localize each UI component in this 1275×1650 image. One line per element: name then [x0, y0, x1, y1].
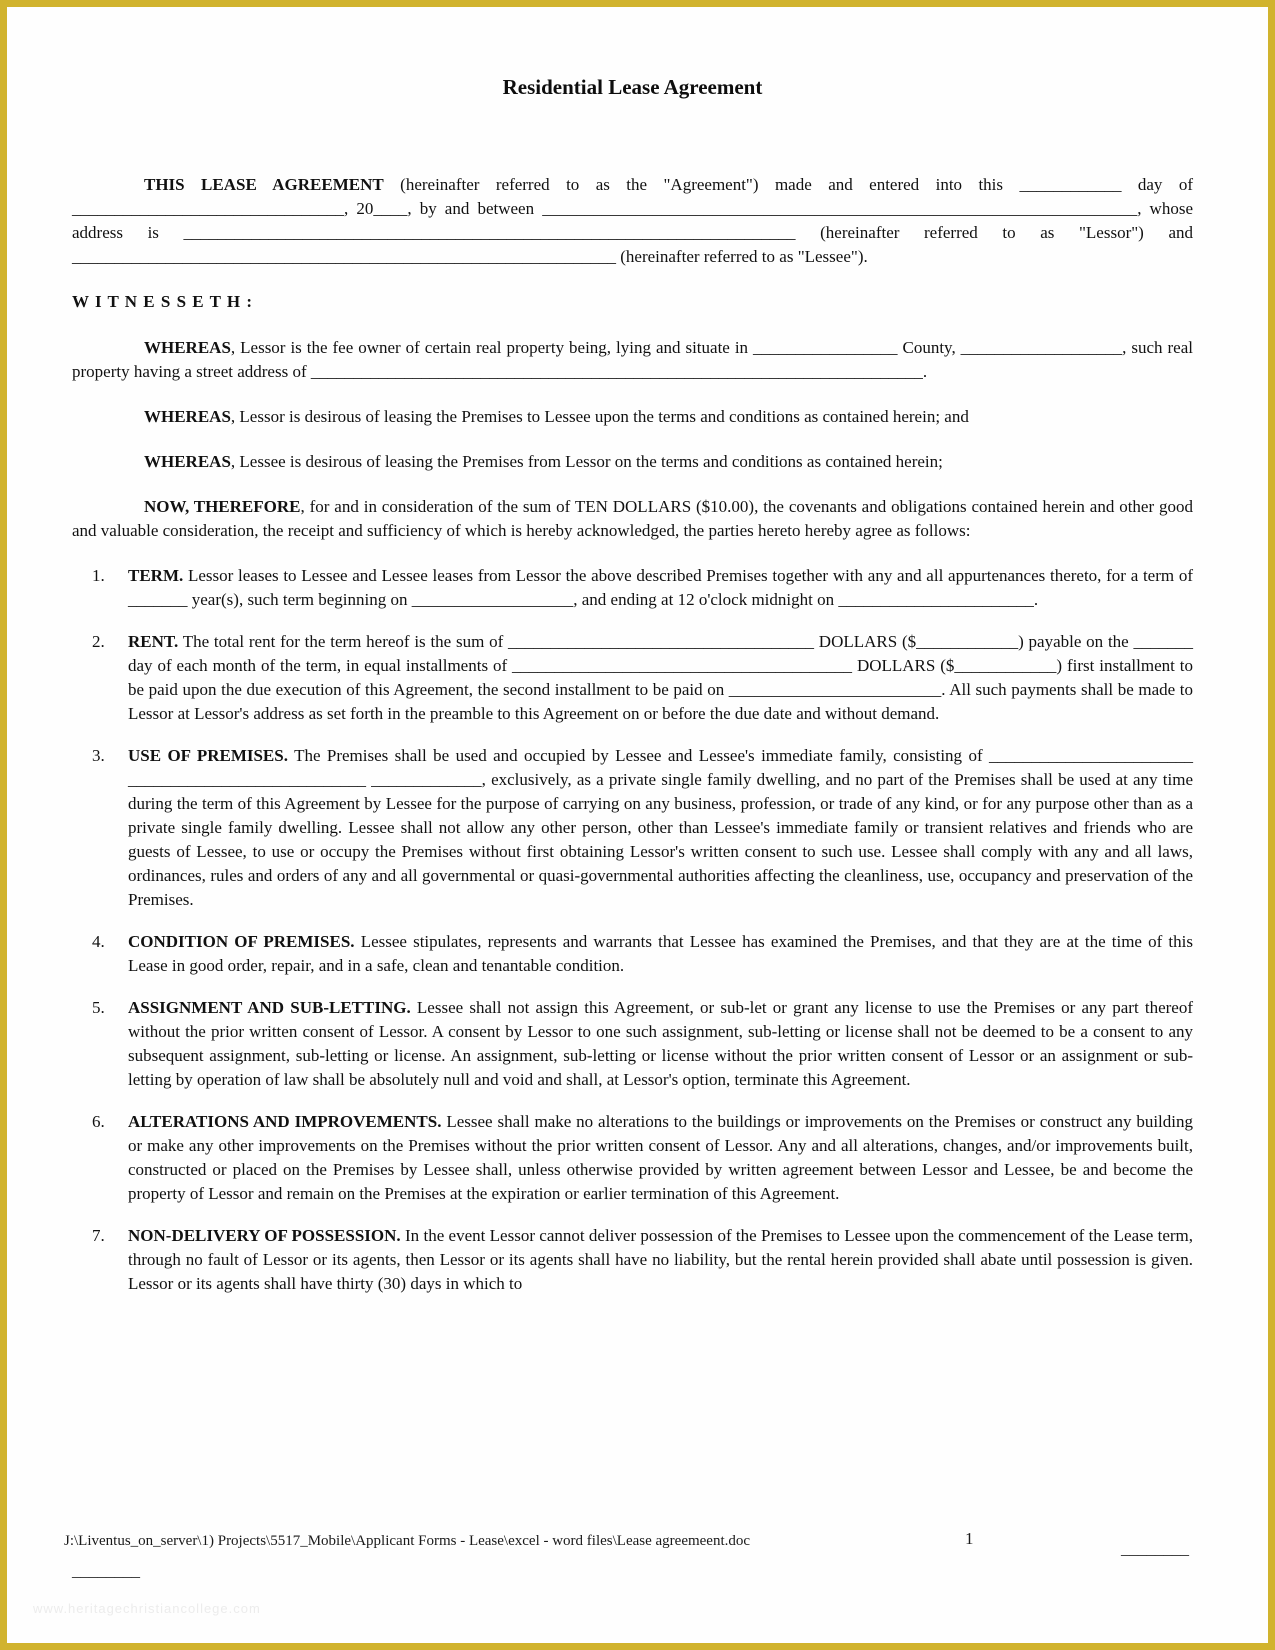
whereas-1-text: , Lessor is the fee owner of certain real property being, lying and situate in _________________ County, ___________________, such real property having a street address of ________________________________________________________________________.: [72, 338, 1193, 381]
clause-number: 2.: [92, 632, 105, 651]
clause-heading: USE OF PREMISES.: [128, 746, 288, 765]
whereas-paragraph-3: [72, 450, 1193, 474]
whereas-paragraph-1: [72, 336, 1193, 384]
clause-heading: CONDITION OF PREMISES.: [128, 932, 355, 951]
clause-term: [72, 564, 1193, 612]
whereas-2-text: , Lessor is desirous of leasing the Premises to Lessee upon the terms and conditions as contained herein; and: [230, 407, 969, 426]
whereas-3-text: , Lessee is desirous of leasing the Premises from Lessor on the terms and conditions as contained herein;: [230, 452, 943, 471]
clause-body: Lessee shall not assign this Agreement, or sub-let or grant any license to use the Premises or any part thereof without the prior written consent of Lessor. A consent by Lessor to one such assignment, sub-letting or license shall not be deemed to be a consent to any subsequent assignment, sub-letting or license. An assignment, sub-letting or license without the prior written consent of Lessor or an assignment or sub-letting by operation of law shall be absolutely null and void and shall, at Lessor's option, terminate this Agreement.: [128, 998, 1193, 1089]
clause-heading: TERM.: [128, 566, 184, 585]
whereas-2-lead: WHEREAS: [144, 407, 231, 426]
whereas-3-lead: WHEREAS: [144, 452, 231, 471]
clause-heading: NON-DELIVERY OF POSSESSION.: [128, 1226, 401, 1245]
clause-heading: ALTERATIONS AND IMPROVEMENTS.: [128, 1112, 442, 1131]
clause-body: Lessee shall make no alterations to the buildings or improvements on the Premises or construct any building or make any other improvements on the Premises without the prior written consent of Lessor. Any and all alterations, changes, and/or improvements built, constructed or placed on the Premises by Lessee shall, unless otherwise provided by written agreement between Lessor and Lessee, be and become the property of Lessor and remain on the Premises at the expiration or earlier termination of this Agreement.: [128, 1112, 1193, 1203]
watermark-text: www.heritagechristiancollege.com: [33, 1601, 261, 1616]
clause-list: [72, 564, 1193, 1296]
whereas-1-lead: WHEREAS: [144, 338, 231, 357]
clause-number: 4.: [92, 932, 105, 951]
now-therefore-lead: NOW, THEREFORE: [144, 497, 301, 516]
clause-heading: ASSIGNMENT AND SUB-LETTING.: [128, 998, 411, 1017]
footer-blank-line-left: ________: [72, 1561, 140, 1580]
clause-alterations-improvements: [72, 1110, 1193, 1206]
footer-page-number: 1: [965, 1529, 974, 1548]
clause-body: Lessor leases to Lessee and Lessee leases from Lessor the above described Premises together with any and all appurtenances thereto, for a term of _______ year(s), such term beginning on ___________________, and ending at 12 o'clock midnight on _______________________.: [128, 566, 1193, 609]
whereas-paragraph-2: [72, 405, 1193, 429]
clause-body: The Premises shall be used and occupied by Lessee and Lessee's immediate family, consisting of ________________________ ____________________________ _____________, exclusively, as a private single family dwelling, and no part of the Premises shall be used at any time during the term of this Agreement by Lessee for the purpose of carrying on any business, profession, or trade of any kind, or for any purpose other than as a private single family dwelling. Lessee shall not allow any other person, other than Lessee's immediate family or transient relatives and friends who are guests of Lessee, to use or occupy the Premises without first obtaining Lessor's written consent to such use. Lessee shall comply with any and all laws, ordinances, rules and orders of any and all governmental or quasi-governmental authorities affecting the cleanliness, use, occupancy and preservation of the Premises.: [128, 746, 1193, 909]
witnesseth-heading: W I T N E S S E T H :: [72, 292, 254, 311]
page-title: Residential Lease Agreement: [502, 75, 763, 99]
clause-number: 1.: [92, 566, 105, 585]
clause-number: 5.: [92, 998, 105, 1017]
clause-heading: RENT.: [128, 632, 179, 651]
footer-blank-line-right: ________: [1121, 1539, 1189, 1558]
now-therefore-paragraph: [72, 495, 1193, 543]
clause-number: 7.: [92, 1226, 105, 1245]
footer-file-path: J:\Liventus_on_server\1) Projects\5517_Mobile\Applicant Forms - Lease\excel - word files\Lease agreemeent.doc: [64, 1533, 751, 1549]
clause-body: The total rent for the term hereof is the sum of ____________________________________ DOLLARS ($____________) payable on the _______ day of each month of the term, in equal installments of ________________________________________ DOLLARS ($____________) first installment to be paid upon the due execution of this Agreement, the second installment to be paid on _________________________. All such payments shall be made to Lessor at Lessor's address as set forth in the preamble to this Agreement on or before the due date and without demand.: [128, 632, 1193, 723]
clause-rent: [72, 630, 1193, 726]
clause-assignment-subletting: [72, 996, 1193, 1092]
clause-body: In the event Lessor cannot deliver possession of the Premises to Lessee upon the commencement of the Lease term, through no fault of Lessor or its agents, then Lessor or its agents shall have no liability, but the rental herein provided shall abate until possession is given. Lessor or its agents shall have thirty (30) days in which to: [128, 1226, 1193, 1293]
clause-number: 3.: [92, 746, 105, 765]
opening-paragraph-lead: THIS LEASE AGREEMENT: [144, 175, 384, 194]
clause-use-of-premises: [72, 744, 1193, 912]
opening-paragraph-text: (hereinafter referred to as the "Agreement") made and entered into this ____________ day of ________________________________, 20____, by and between ______________________________________________________________________, whose address is ________________________________________________________________________ (hereinafter referred to as "Lessor") and ________________________________________________________________ (hereinafter referred to as "Lessee").: [72, 175, 1193, 266]
now-therefore-text: , for and in consideration of the sum of TEN DOLLARS ($10.00), the covenants and obligations contained herein and other good and valuable consideration, the receipt and sufficiency of which is hereby acknowledged, the parties hereto hereby agree as follows:: [72, 497, 1194, 540]
opening-paragraph: [72, 173, 1193, 269]
clause-body: Lessee stipulates, represents and warrants that Lessee has examined the Premises, and that they are at the time of this Lease in good order, repair, and in a safe, clean and tenantable condition.: [128, 932, 1193, 975]
clause-number: 6.: [92, 1112, 105, 1131]
clause-condition-of-premises: [72, 930, 1193, 978]
clause-non-delivery: [72, 1224, 1193, 1296]
